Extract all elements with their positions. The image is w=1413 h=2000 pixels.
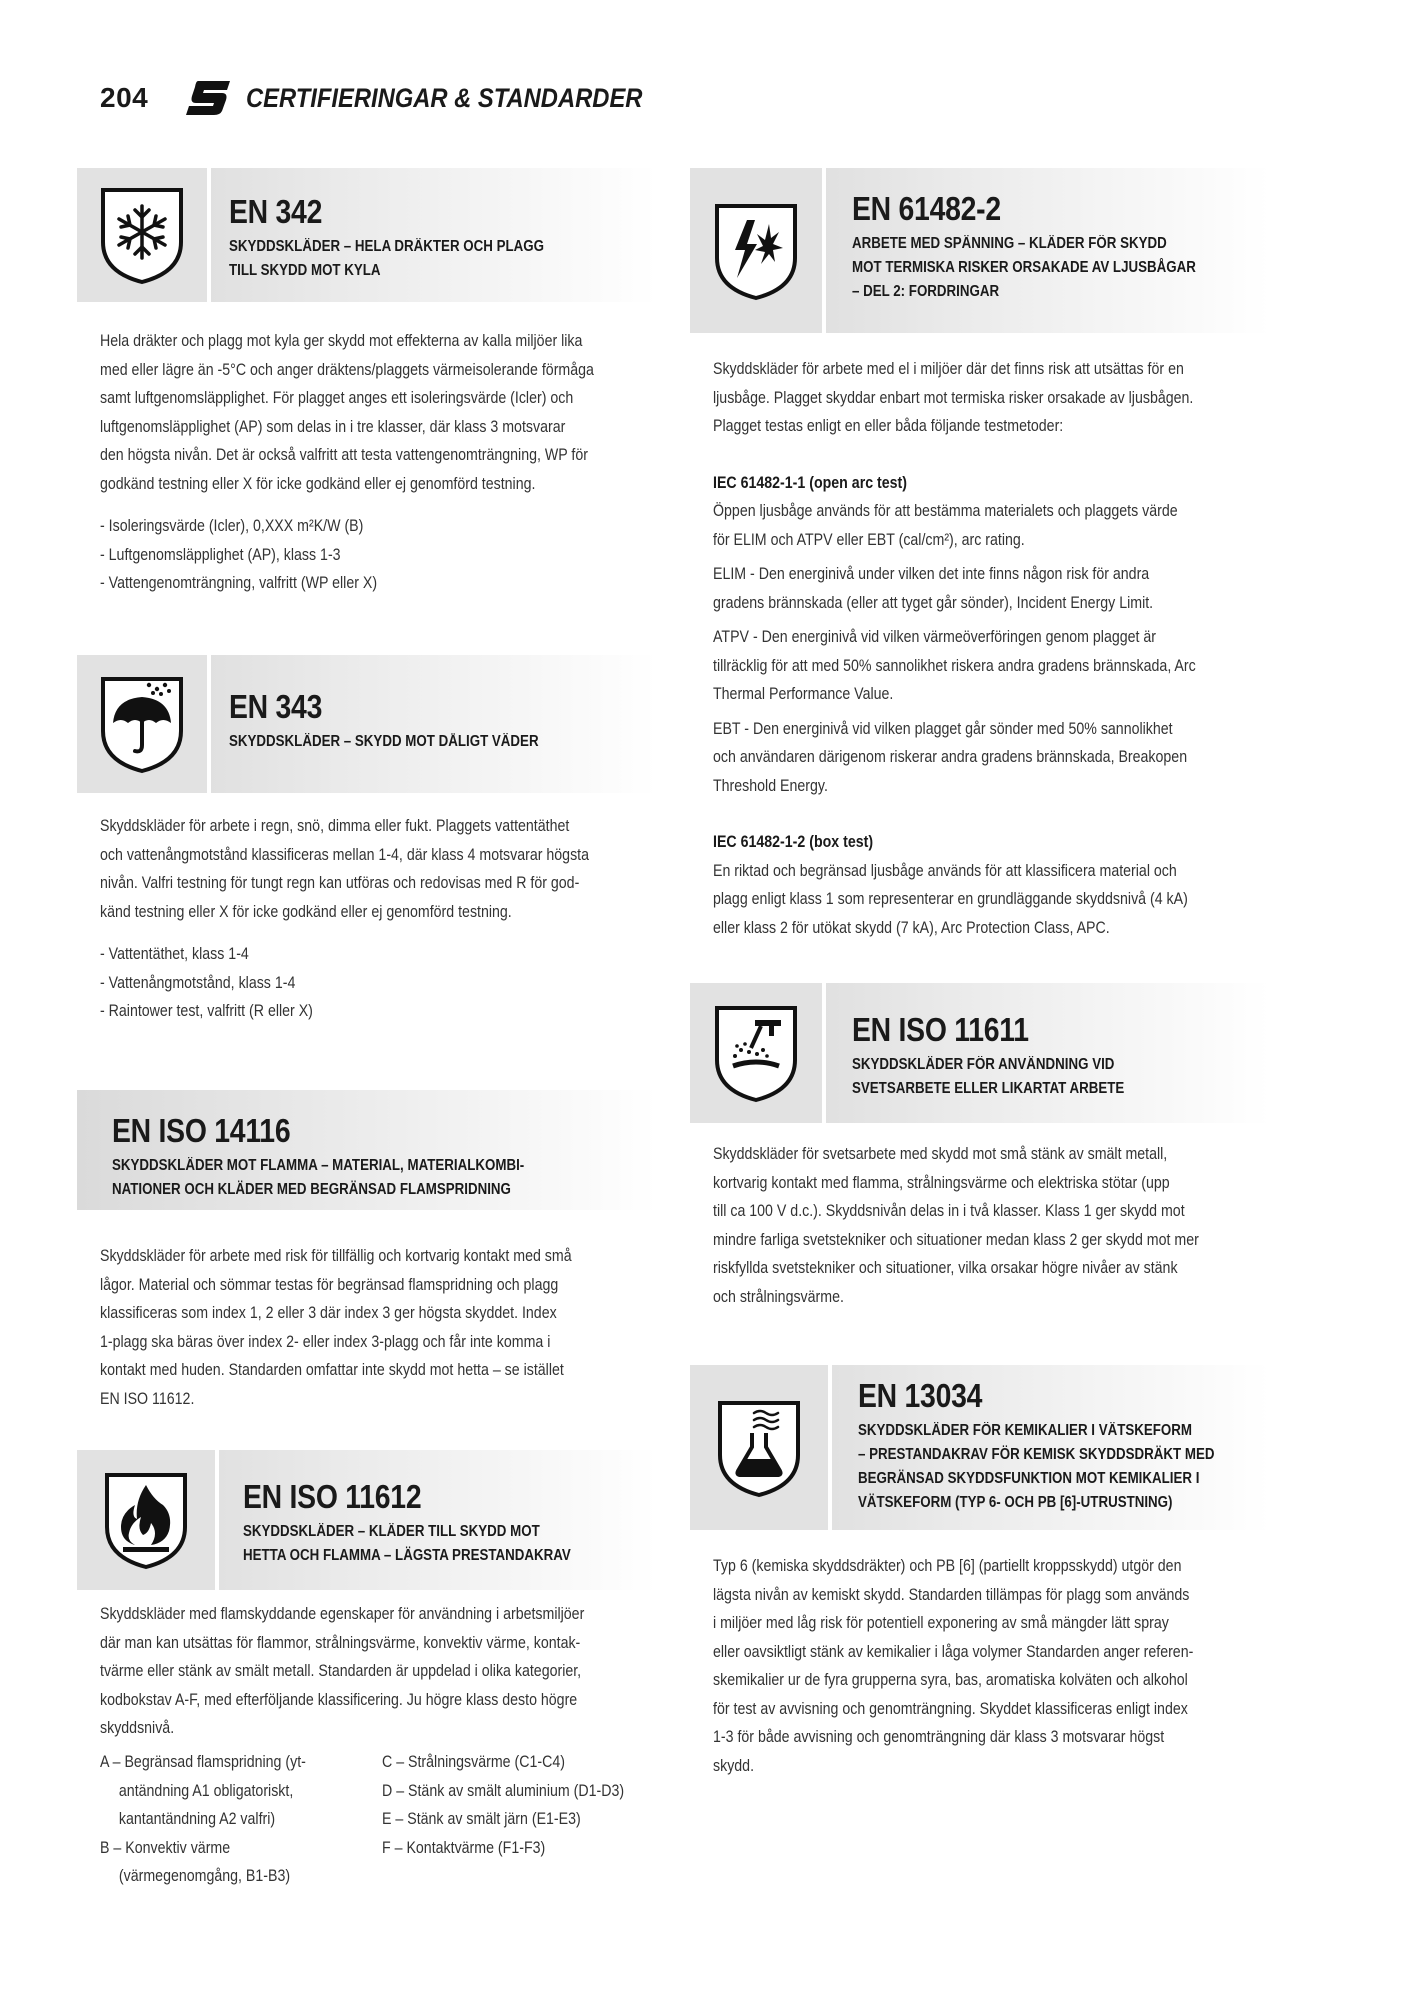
list-item: - Isoleringsvärde (Icler), 0,XXX m²K/W (B) [100,517,364,535]
section-en13034 [690,1365,1270,1530]
standard-subtitle: SKYDDSKLÄDER – SKYDD MOT DÅLIGT VÄDER [229,733,539,750]
section-iso11611 [690,983,1270,1123]
page-number: 204 [100,82,149,113]
class-list-left [100,1748,339,1891]
icon-box [690,1365,832,1530]
list-item: - Vattentäthet, klass 1-4 [100,945,249,963]
list-item: A – Begränsad flamspridning (yt- [100,1753,306,1771]
list-item: antändning A1 obligatoriskt, [118,1781,294,1800]
standard-code: EN ISO 11611 [852,1011,1029,1048]
list-item: F – Kontaktvärme (F1-F3) [382,1838,546,1857]
flame-protection-icon [101,1469,191,1571]
list-item: - Luftgenomsläpplighet (AP), klass 1-3 [100,545,341,564]
page-title: CERTIFIERINGAR & STANDARDER [246,82,643,113]
standard-subtitle: SKYDDSKLÄDER FÖR ANVÄNDNING VID SVETSARBETE ELLER LIKARTAT ARBETE [852,1056,1125,1097]
brand-logo-icon [184,79,232,117]
test-method-title: IEC 61482-1-1 (open arc test) [713,473,908,492]
rain-protection-icon [97,673,187,775]
standard-code: EN 343 [229,688,323,725]
chemical-protection-icon [714,1397,804,1499]
welding-protection-icon [711,1002,801,1104]
standard-code: EN 342 [229,193,323,230]
page-header [100,78,697,118]
en342-body: Hela dräkter och plagg mot kyla ger skydd mot effekterna av kalla miljöer lika med eller lägre än -5°C och anger dräktens/plaggets värmeisolerande förmåga samt luftgenomsläpplighet. För plagget anges ett isoleringsvärde (Icler) och luftgenomsläpplighet (AP) som delas in i tre klasser, där klass 3 motsvarar den högsta nivån. Det är också valfritt att testa vattengenomträngning, WP för godkänd testning eller X för icke godkänd eller ej genomförd testning. - Isoleringsvärde (Icler), 0,XXX m²K/W (B) - Luftgenomsläpplighet (AP), klass 1-3 - Vattengenomträngning, valfritt (WP eller X) [100,327,660,598]
en343-body: Skyddskläder för arbete i regn, snö, dimma eller fukt. Plaggets vattentäthet och vattenångmotstånd klassificeras mellan 1-4, där klass 4 motsvarar högsta nivån. Valfri testning för tungt regn kan utföras och redovisas med R för god- känd testning eller X för icke godkänd eller ej genomförd testning. - Vattentäthet, klass 1-4 - Vattenångmotstånd, klass 1-4 - Raintower test, valfritt (R eller X) [100,812,660,1026]
icon-box [77,655,211,793]
section-en343 [77,655,657,793]
section-iso11612 [77,1450,657,1590]
standard-code: EN ISO 14116 [112,1112,291,1149]
list-item: D – Stänk av smält aluminium (D1-D3) [382,1781,625,1800]
list-item: B – Konvektiv värme [100,1838,231,1857]
en13034-body: Typ 6 (kemiska skyddsdräkter) och PB [6] (partiellt kroppsskydd) utgör den lägsta nivån av kemiskt skydd. Standarden tillämpas för plagg som används i miljöer med låg risk för potentiell exponering av små mängder lätt spray eller oavsiktligt stänk av kemikalier i låga volymer Standarden anger referen- skemikalier ur de fyra grupperna syra, bas, aromatiska kolväten och alkohol för test av avvisning och genomträngning. Skyddet klassificeras enligt index 1-3 för både avvisning och genomträngning där klass 3 motsvarar högst skydd. [713,1557,1194,1775]
list-item: - Vattenångmotstånd, klass 1-4 [100,973,296,992]
cold-protection-icon [97,184,187,286]
iso14116-body: Skyddskläder för arbete med risk för tillfällig och kortvarig kontakt med små lågor. Material och sömmar testas för begränsad flamspridning och plagg klassificeras som index 1, 2 eller 3 där index 3 ger högsta skyddet. Index 1-plagg ska bäras över index 2- eller index 3-plagg och får inte komma i kontakt med huden. Standarden omfattar inte skydd mot hetta – se istället EN ISO 11612. [100,1247,572,1408]
class-list-right [382,1748,664,1862]
standard-subtitle: SKYDDSKLÄDER FÖR KEMIKALIER I VÄTSKEFORM – PRESTANDAKRAV FÖR KEMISK SKYDDSDRÄKT MED BEGRÄNSAD SKYDDSFUNKTION MOT KEMIKALIER I VÄTSKEFORM (TYP 6- OCH PB [6]-UTRUSTNING) [858,1422,1215,1511]
list-item: E – Stänk av smält järn (E1-E3) [382,1810,581,1828]
list-item: - Vattengenomträngning, valfritt (WP eller X) [100,574,378,592]
standard-subtitle: ARBETE MED SPÄNNING – KLÄDER FÖR SKYDD MOT TERMISKA RISKER ORSAKADE AV LJUSBÅGAR – DEL 2: FORDRINGAR [852,235,1196,300]
en61482-body: Skyddskläder för arbete med el i miljöer där det finns risk att utsättas för en ljusbåge. Plagget skyddar enbart mot termiska risker orsakade av ljusbågen. Plagget testas enligt en eller båda följande testmetoder: IEC 61482-1-1 (open arc test) Öppen ljusbåge används för att bestämma materialets och plaggets värde för ELIM och ATPV eller EBT (cal/cm²), arc rating. ELIM - Den energinivå under vilken det inte finns någon risk för andra gradens brännskada (eller att tyget går sönder), Incident Energy Limit. ATPV - Den energinivå vid vilken värmeöverföringen genom plagget är tillräcklig för att med 50% sannolikhet riskera andra gradens brännskada, Arc Thermal Performance Value. EBT - Den energinivå vid vilken plagget går sönder med 50% sannolikhet och användaren därigenom riskerar andra gradens brännskada, Breakopen Threshold Energy. IEC 61482-1-2 (box test) En riktad och begränsad ljusbåge används för att klassificera material och plagg enligt klass 1 som representerar en grundläggande skyddsnivå (4 kA) eller klass 2 för utökat skydd (7 kA), Arc Protection Class, APC. [713,360,1196,937]
iso11612-class-list [100,1748,660,1898]
section-en61482 [690,168,1270,333]
list-item: kantantändning A2 valfri) [118,1810,276,1828]
icon-box [77,168,211,302]
section-iso14116 [77,1090,657,1210]
standard-subtitle: SKYDDSKLÄDER – KLÄDER TILL SKYDD MOT HETTA OCH FLAMMA – LÄGSTA PRESTANDAKRAV [243,1523,571,1564]
standard-code: EN 13034 [858,1377,983,1414]
iso11611-body: Skyddskläder för svetsarbete med skydd mot små stänk av smält metall, kortvarig kontakt med flamma, strålningsvärme och elektriska stötar (upp till ca 100 V d.c.). Skyddsnivån delas in i två klasser. Klass 1 ger skydd mot mindre farliga svetstekniker och situationer medan klass 2 ger skydd mot mer riskfyllda svetstekniker och situationer, vilka orsakar högre nivåer av stänk och strålningsvärme. [713,1145,1199,1306]
section-en342 [77,168,657,302]
standard-code: EN ISO 11612 [243,1478,422,1515]
test-method-title: IEC 61482-1-2 (box test) [713,833,874,851]
list-item: - Raintower test, valfritt (R eller X) [100,1002,313,1020]
iso11612-body: Skyddskläder med flamskyddande egenskaper för användning i arbetsmiljöer där man kan utsättas för flammor, strålningsvärme, konvektiv värme, kontak- tvärme eller stänk av smält metall. Standarden är uppdelad i olika kategorier, kodbokstav A-F, med efterföljande klassificering. Ju högre klass desto högre skyddsnivå. [100,1605,585,1737]
icon-box [690,983,826,1123]
icon-box [690,168,826,333]
icon-box [77,1450,219,1590]
standard-subtitle: SKYDDSKLÄDER – HELA DRÄKTER OCH PLAGG TILL SKYDD MOT KYLA [229,238,545,279]
standard-code: EN 61482-2 [852,190,1001,227]
standard-subtitle: SKYDDSKLÄDER MOT FLAMMA – MATERIAL, MATERIALKOMBI- NATIONER OCH KLÄDER MED BEGRÄNSAD FLAMSPRIDNING [112,1157,525,1198]
list-item: (värmegenomgång, B1-B3) [118,1867,291,1885]
electric-arc-icon [711,200,801,302]
list-item: C – Strålningsvärme (C1-C4) [382,1753,565,1771]
